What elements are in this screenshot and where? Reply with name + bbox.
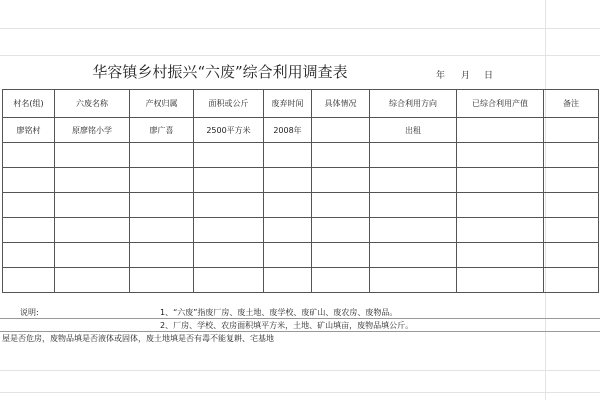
table-cell[interactable] xyxy=(194,218,264,243)
table-cell[interactable] xyxy=(194,143,264,168)
table-cell[interactable] xyxy=(457,118,544,143)
table-header-row xyxy=(3,90,599,118)
table-cell[interactable]: 2500平方米 xyxy=(194,118,264,143)
header-details: 具体情况 xyxy=(312,90,370,118)
table-cell[interactable] xyxy=(312,168,370,193)
note-line-3: 屋是否危房，废物品填是否液体或固体，废土地填是否有毒不能复耕、宅基地 xyxy=(2,334,274,343)
table-cell[interactable] xyxy=(55,143,130,168)
grid-line xyxy=(0,370,600,371)
table-cell[interactable] xyxy=(3,268,55,293)
header-village: 村名(组) xyxy=(3,90,55,118)
table-cell[interactable] xyxy=(130,168,194,193)
grid-line xyxy=(0,392,600,393)
note-line-2: 2、厂房、学校、农房面积填平方米，土地、矿山填亩，废物品填公斤。 xyxy=(160,321,414,330)
table-cell[interactable] xyxy=(370,218,457,243)
table-cell[interactable] xyxy=(457,143,544,168)
table-cell[interactable] xyxy=(264,143,312,168)
date-month-label: 月 xyxy=(461,71,471,81)
table-cell[interactable] xyxy=(370,168,457,193)
table-cell[interactable] xyxy=(457,193,544,218)
table-cell[interactable] xyxy=(3,193,55,218)
table-cell[interactable] xyxy=(55,193,130,218)
table-cell[interactable] xyxy=(544,118,599,143)
table-row xyxy=(3,118,599,143)
date-day-label: 日 xyxy=(484,71,494,81)
table-cell[interactable] xyxy=(194,243,264,268)
document-title: 华容镇乡村振兴“六废”综合利用调查表 xyxy=(92,63,348,81)
table-cell[interactable] xyxy=(370,268,457,293)
table-row xyxy=(3,143,599,168)
table-cell[interactable] xyxy=(130,193,194,218)
table-cell[interactable]: 原廖铭小学 xyxy=(55,118,130,143)
table-cell[interactable] xyxy=(457,243,544,268)
table-cell[interactable] xyxy=(3,243,55,268)
table-cell[interactable] xyxy=(544,168,599,193)
row-divider xyxy=(0,331,600,332)
grid-line xyxy=(0,28,600,29)
header-usage-value: 已综合利用产值 xyxy=(457,90,544,118)
table-cell[interactable] xyxy=(55,168,130,193)
table-cell[interactable] xyxy=(55,243,130,268)
header-abandon-time: 废弃时间 xyxy=(264,90,312,118)
header-waste-name: 六废名称 xyxy=(55,90,130,118)
date-year-label: 年 xyxy=(436,71,446,81)
table-cell[interactable] xyxy=(264,168,312,193)
table-cell[interactable] xyxy=(544,218,599,243)
table-cell[interactable] xyxy=(130,243,194,268)
table-cell[interactable] xyxy=(264,193,312,218)
table-cell[interactable] xyxy=(544,268,599,293)
header-area: 面积或公斤 xyxy=(194,90,264,118)
table-cell[interactable] xyxy=(194,168,264,193)
table-cell[interactable] xyxy=(194,193,264,218)
header-remarks: 备注 xyxy=(544,90,599,118)
table-row xyxy=(3,218,599,243)
table-cell[interactable]: 廖铭村 xyxy=(3,118,55,143)
table-cell[interactable] xyxy=(312,243,370,268)
table-cell[interactable] xyxy=(55,218,130,243)
header-ownership: 产权归属 xyxy=(130,90,194,118)
table-cell[interactable] xyxy=(194,268,264,293)
table-cell[interactable] xyxy=(3,218,55,243)
table-row xyxy=(3,168,599,193)
table-cell[interactable] xyxy=(457,218,544,243)
notes-label: 说明: xyxy=(20,308,39,317)
table-row xyxy=(3,193,599,218)
table-cell[interactable] xyxy=(370,143,457,168)
table-cell[interactable] xyxy=(264,218,312,243)
table-cell[interactable] xyxy=(370,243,457,268)
table-cell[interactable] xyxy=(370,193,457,218)
survey-table xyxy=(2,89,599,293)
table-cell[interactable] xyxy=(312,218,370,243)
row-divider xyxy=(0,318,600,319)
grid-line xyxy=(0,55,600,56)
table-cell[interactable] xyxy=(264,268,312,293)
note-line-1: 1、“六废”指废厂房、废土地、废学校、废矿山、废农房、废物品。 xyxy=(160,308,398,317)
table-cell[interactable] xyxy=(312,143,370,168)
table-cell[interactable] xyxy=(544,243,599,268)
table-cell[interactable]: 2008年 xyxy=(264,118,312,143)
table-cell[interactable]: 出租 xyxy=(370,118,457,143)
table-cell[interactable] xyxy=(312,268,370,293)
table-row xyxy=(3,243,599,268)
table-cell[interactable] xyxy=(312,118,370,143)
header-usage-direction: 综合利用方向 xyxy=(370,90,457,118)
table-cell[interactable] xyxy=(457,168,544,193)
table-row xyxy=(3,268,599,293)
table-cell[interactable] xyxy=(457,268,544,293)
table-cell[interactable] xyxy=(3,168,55,193)
table-cell[interactable] xyxy=(3,143,55,168)
table-cell[interactable] xyxy=(130,143,194,168)
table-cell[interactable] xyxy=(130,218,194,243)
table-cell[interactable]: 廖广喜 xyxy=(130,118,194,143)
table-cell[interactable] xyxy=(544,143,599,168)
table-cell[interactable] xyxy=(264,243,312,268)
table-cell[interactable] xyxy=(55,268,130,293)
table-cell[interactable] xyxy=(130,268,194,293)
table-cell[interactable] xyxy=(544,193,599,218)
table-cell[interactable] xyxy=(312,193,370,218)
